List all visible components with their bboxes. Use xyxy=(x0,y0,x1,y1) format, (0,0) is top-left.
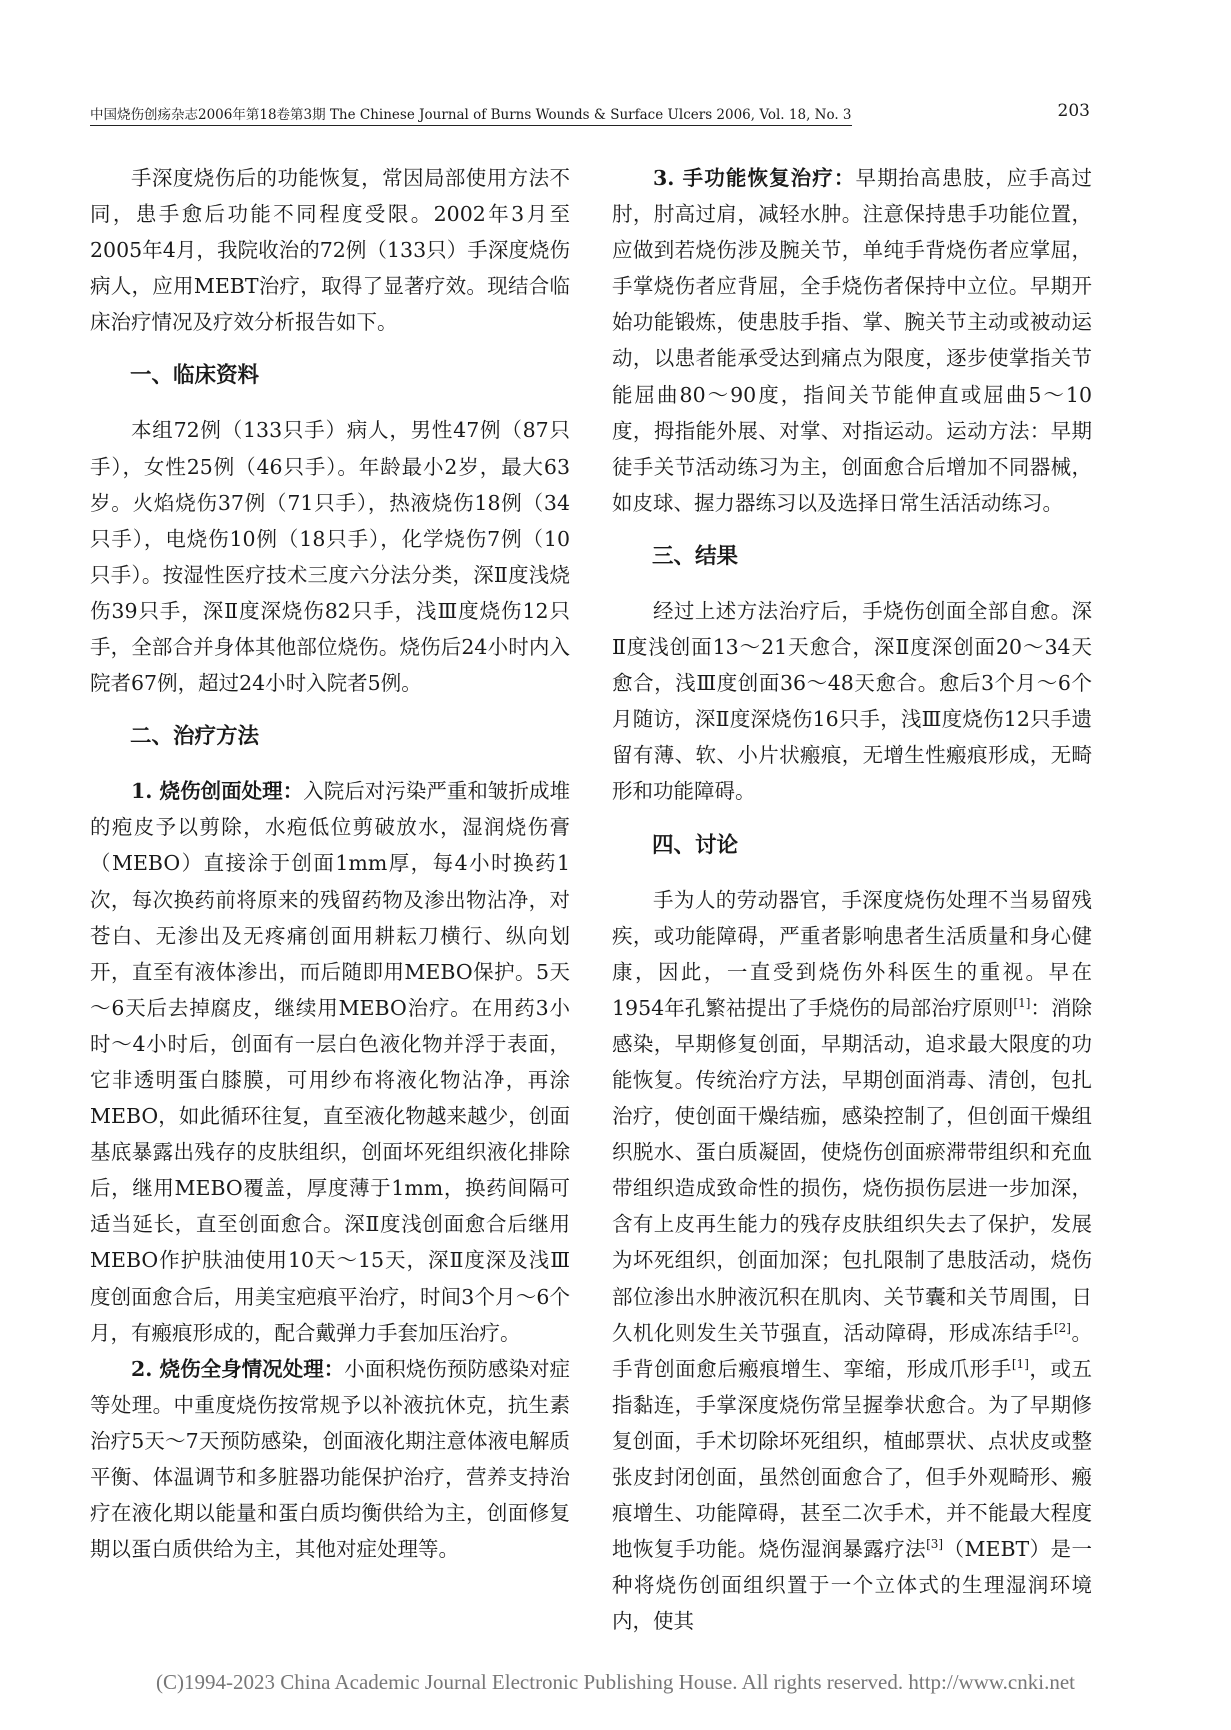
clinical-paragraph: 本组72例（133只手）病人，男性47例（87只手），女性25例（46只手）。年龄最小2岁，最大63岁。火焰烧伤37例（71只手），热液烧伤18例（34只手），电烧伤10例（18只手），化学烧伤7例（10只手）。按湿性医疗技术三度六分法分类，深Ⅱ度浅烧伤39只手，深Ⅱ度深烧伤82只手，浅Ⅲ度烧伤12只手，全部合并身体其他部位烧伤。烧伤后24小时内入院者67例，超过24小时入院者5例。 xyxy=(90,418,570,696)
treatment-2-paragraph xyxy=(90,1351,570,1568)
journal-header: 中国烧伤创疡杂志2006年第18卷第3期 The Chinese Journal of Burns Wounds & Surface Ulcers 2006, Vol. 18, No. 3 xyxy=(90,103,852,126)
running-header xyxy=(90,97,1090,127)
citation-ref-2: [2] xyxy=(1053,1320,1071,1335)
copyright-footer: (C)1994-2023 China Academic Journal Electronic Publishing House. All rights reserved. http://www.cnki.net xyxy=(156,1670,1075,1694)
treatment-2-title: 2. 烧伤全身情况处理： xyxy=(131,1356,345,1381)
discussion-text-b: ：消除感染，早期修复创面，早期活动，追求最大限度的功能恢复。传统治疗方法，早期创面消毒、清创，包扎治疗，使创面干燥结痂，感染控制了，但创面干燥组织脱水、蛋白质凝固，使烧伤创面瘀滞带组织和充血带组织造成致命性的损伤，烧伤损伤层进一步加深，含有上皮再生能力的残存皮肤组织失去了保护，发展为坏死组织，创面加深；包扎限制了患肢活动，烧伤部位渗出水肿液沉积在肌肉、关节囊和关节周围，日久机化则发生关节强直，活动障碍，形成冻结手 xyxy=(612,995,1093,1345)
treatment-3-body: 早期抬高患肢，应手高过肘，肘高过肩，减轻水肿。注意保持患手功能位置，应做到若烧伤涉及腕关节，单纯手背烧伤者应掌屈，手掌烧伤者应背屈，全手烧伤者保持中立位。早期开始功能锻炼，使患肢手指、掌、腕关节主动或被动运动，以患者能承受达到痛点为限度，逐步使掌指关节能屈曲80～90度，指间关节能伸直或屈曲5～10度，拇指能外展、对掌、对指运动。运动方法：早期徒手关节活动练习为主，创面愈合后增加不同器械，如皮球、握力器练习以及选择日常生活活动练习。 xyxy=(612,166,1092,515)
treatment-1-paragraph xyxy=(90,773,570,1351)
section-heading-4 xyxy=(612,810,1092,882)
section-heading-3 xyxy=(612,521,1092,593)
left-column xyxy=(90,160,570,1567)
section-heading-3-text: 三、结果 xyxy=(652,543,739,569)
treatment-1-body: 入院后对污染严重和皱折成堆的疱皮予以剪除，水疱低位剪破放水，湿润烧伤膏（MEBO）直接涂于创面1mm厚，每4小时换药1次，每次换药前将原来的残留药物及渗出物沾净，对苍白、无渗出及无疼痛创面用耕耘刀横行、纵向划开，直至有液体渗出，而后随即用MEBO保护。5天～6天后去掉腐皮，继续用MEBO治疗。在用药3小时～4小时后，创面有一层白色液化物并浮于表面，它非透明蛋白膝膜，可用纱布将液化物沾净，再涂MEBO，如此循环往复，直至液化物越来越少，创面基底暴露出残存的皮肤组织，创面坏死组织液化排除后，继用MEBO覆盖，厚度薄于1mm，换药间隔可适当延长，直至创面愈合。深Ⅱ度浅创面愈合后继用MEBO作护肤油使用10天～15天，深Ⅱ度深及浅Ⅲ度创面愈合后，用美宝疤痕平治疗，时间3个月～6个月，有瘢痕形成的，配合戴弹力手套加压治疗。 xyxy=(90,779,570,1345)
section-heading-1 xyxy=(90,340,570,412)
treatment-1-title: 1. 烧伤创面处理： xyxy=(131,779,304,804)
discussion-text-d: ，或五指黏连，手掌深度烧伤常呈握拳状愈合。为了早期修复创面，手术切除坏死组织，植邮票状、点状皮或整张皮封闭创面，虽然创面愈合了，但手外观畸形、瘢痕增生、功能障碍，甚至二次手术，并不能最大程度地恢复手功能。烧伤湿润暴露疗法 xyxy=(612,1356,1093,1562)
citation-ref-3: [1] xyxy=(1011,1356,1029,1371)
discussion-paragraph xyxy=(612,882,1092,1640)
right-column xyxy=(612,160,1092,1639)
section-heading-2-text: 二、治疗方法 xyxy=(130,724,260,750)
section-heading-4-text: 四、讨论 xyxy=(652,832,739,858)
results-paragraph: 经过上述方法治疗后，手烧伤创面全部自愈。深Ⅱ度浅创面13～21天愈合，深Ⅱ度深创面20～34天愈合，浅Ⅲ度创面36～48天愈合。愈后3个月～6个月随访，深Ⅱ度深烧伤16只手，浅Ⅲ度烧伤12只手遗留有薄、软、小片状瘢痕，无增生性瘢痕形成，无畸形和功能障碍。 xyxy=(612,598,1092,804)
section-heading-1-text: 一、临床资料 xyxy=(130,363,260,389)
intro-paragraph: 手深度烧伤后的功能恢复，常因局部使用方法不同，患手愈后功能不同程度受限。2002年3月至2005年4月，我院收治的72例（133只）手深度烧伤病人，应用MEBT治疗，取得了显著疗效。现结合临床治疗情况及疗效分析报告如下。 xyxy=(90,166,570,335)
treatment-3-paragraph xyxy=(612,160,1092,521)
citation-ref-1: [1] xyxy=(1013,995,1031,1010)
discussion-text-a: 手为人的劳动器官，手深度烧伤处理不当易留残疾，或功能障碍，严重者影响患者生活质量和身心健康，因此，一直受到烧伤外科医生的重视。早在1954年孔繁祜提出了手烧伤的局部治疗原则 xyxy=(612,887,1092,1020)
section-heading-2 xyxy=(90,701,570,773)
treatment-3-title: 3. 手功能恢复治疗： xyxy=(653,166,856,190)
page-number: 203 xyxy=(1057,101,1090,121)
discussion-text-c: 。手背创面愈后瘢痕增生、挛缩，形成爪形手 xyxy=(612,1320,1092,1381)
discussion-text-e: （MEBT）是一种将烧伤创面组织置于一个立体式的生理湿润环境内，使其 xyxy=(612,1537,1093,1634)
citation-ref-4: [3] xyxy=(926,1537,944,1552)
treatment-2-body: 小面积烧伤预防感染对症等处理。中重度烧伤按常规予以补液抗休克，抗生素治疗5天～7天预防感染，创面液化期注意体液电解质平衡、体温调节和多脏器功能保护治疗，营养支持治疗在液化期以能量和蛋白质均衡供给为主，创面修复期以蛋白质供给为主，其他对症处理等。 xyxy=(90,1356,570,1562)
